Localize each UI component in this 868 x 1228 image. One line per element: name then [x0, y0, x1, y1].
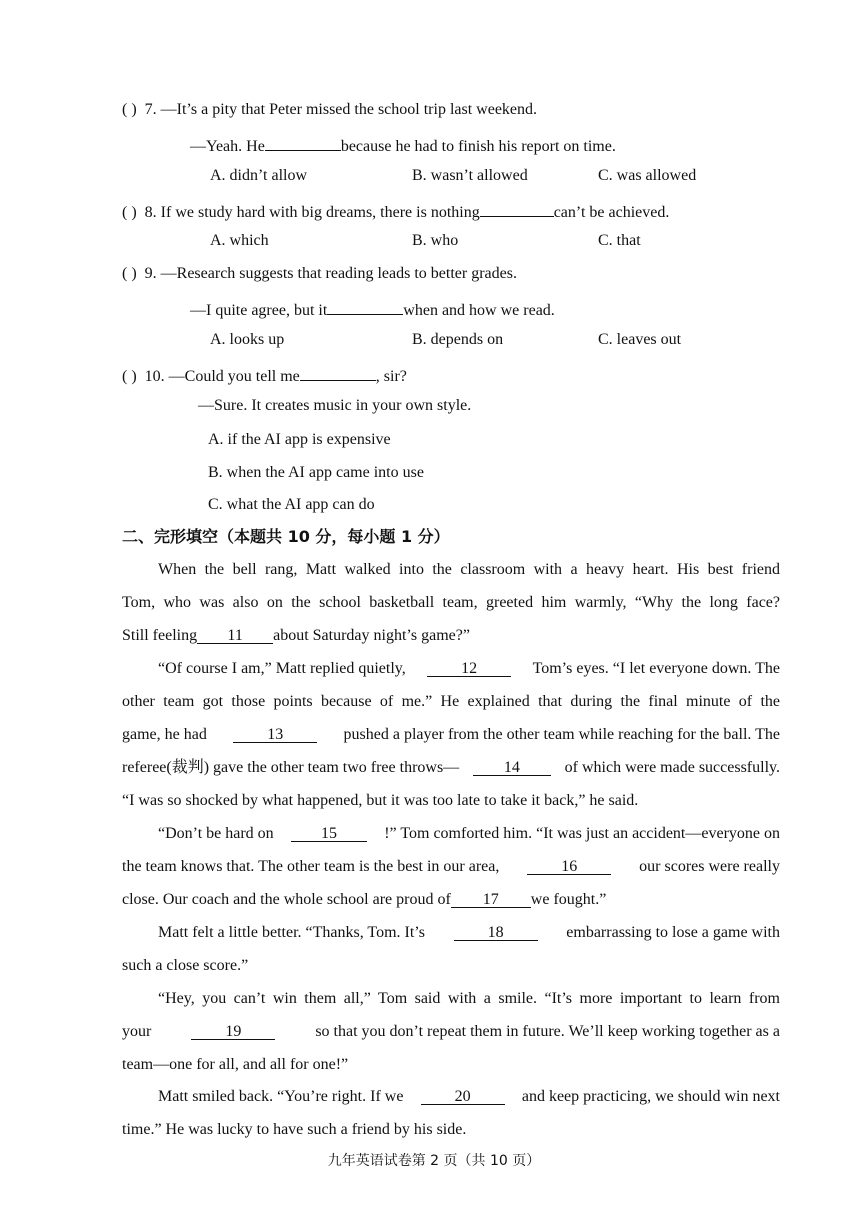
answer-blank: [480, 198, 554, 217]
cloze-blank-15: 15: [291, 823, 367, 842]
passage-line: Matt felt a little better. “Thanks, Tom. It’s 18 embarrassing to lose a game with: [158, 924, 780, 941]
passage-line: “Don’t be hard on 15 !” Tom comforted him. “It was just an accident—everyone on: [158, 825, 780, 842]
answer-paren[interactable]: ( ): [122, 265, 137, 282]
answer-blank: [265, 132, 341, 151]
option-b: B. when the AI app came into use: [208, 464, 424, 481]
passage-line: game, he had 13 pushed a player from the other team while reaching for the ball. The: [122, 726, 780, 743]
option-a: A. looks up: [210, 331, 285, 348]
section-heading: 二、完形填空（本题共 10 分，每小题 1 分）: [122, 527, 450, 546]
answer-paren[interactable]: ( ): [122, 101, 137, 118]
passage-line: the team knows that. The other team is the best in our area, 16 our scores were really: [122, 858, 780, 875]
question-7-line-1: [122, 99, 537, 121]
question-9-line-2: —I quite agree, but it when and how we read.: [190, 296, 555, 322]
option-a: A. which: [210, 232, 269, 249]
option-a: A. didn’t allow: [210, 167, 308, 184]
page-footer: 九年英语试卷第 2 页（共 10 页）: [327, 1153, 541, 1169]
cloze-blank-18: 18: [454, 922, 538, 941]
question-number: 7.: [144, 101, 157, 118]
passage-line: “Of course I am,” Matt replied quietly, 12 Tom’s eyes. “I let everyone down. The: [158, 660, 780, 677]
passage-line: Matt smiled back. “You’re right. If we 20 and keep practicing, we should win next: [158, 1088, 780, 1105]
cloze-blank-13: 13: [233, 724, 317, 743]
passage-line: close. Our coach and the whole school are proud of 17 we fought.”: [122, 891, 607, 908]
question-7-line-2: —Yeah. He because he had to finish his report on time.: [190, 132, 616, 158]
option-c: C. what the AI app can do: [208, 496, 375, 513]
option-b: B. wasn’t allowed: [412, 167, 528, 184]
passage-line: Still feeling 11 about Saturday night’s game?”: [122, 627, 470, 644]
passage-line: referee(裁判) gave the other team two free throws— 14 of which were made successfully.: [122, 759, 780, 776]
cloze-blank-17: 17: [451, 889, 531, 908]
passage-line: other team got those points because of me.” He explained that during the final minute of the: [122, 693, 780, 710]
option-c: C. leaves out: [598, 331, 682, 348]
cloze-blank-12: 12: [427, 658, 511, 677]
question-9-line-1: ( ) 9. —Research suggests that reading leads to better grades.: [122, 265, 517, 282]
answer-paren[interactable]: ( ): [122, 204, 137, 221]
question-number: 9.: [144, 265, 157, 282]
cloze-blank-11: 11: [197, 625, 273, 644]
question-stem: —It’s a pity that Peter missed the school trip last weekend.: [160, 101, 538, 118]
question-number: 10.: [144, 368, 165, 385]
passage-line: time.” He was lucky to have such a friend by his side.: [122, 1121, 467, 1138]
answer-blank: [300, 362, 376, 381]
option-c: C. was allowed: [598, 167, 697, 184]
option-a: A. if the AI app is expensive: [208, 431, 391, 448]
passage-line: such a close score.”: [122, 957, 249, 974]
question-8-line-1: ( ) 8. If we study hard with big dreams, there is nothing can’t be achieved.: [122, 198, 669, 224]
passage-line: team—one for all, and all for one!”: [122, 1056, 349, 1073]
cloze-blank-20: 20: [421, 1086, 505, 1105]
passage-line: Tom, who was also on the school basketball team, greeted him warmly, “Why the long face?: [122, 594, 780, 611]
cloze-blank-14: 14: [473, 757, 551, 776]
question-10-line-2: —Sure. It creates music in your own style.: [198, 397, 472, 414]
question-number: 8.: [144, 204, 157, 221]
option-b: B. depends on: [412, 331, 504, 348]
passage-line: When the bell rang, Matt walked into the classroom with a heavy heart. His best friend: [158, 561, 780, 578]
option-c: C. that: [598, 232, 641, 249]
option-b: B. who: [412, 232, 459, 249]
question-10-line-1: ( ) 10. —Could you tell me , sir?: [122, 362, 407, 388]
passage-line: “I was so shocked by what happened, but it was too late to take it back,” he said.: [122, 792, 639, 809]
passage-line: “Hey, you can’t win them all,” Tom said with a smile. “It’s more important to learn from: [158, 990, 780, 1007]
passage-line: your 19 so that you don’t repeat them in future. We’ll keep working together as a: [122, 1023, 780, 1040]
answer-paren[interactable]: ( ): [122, 368, 137, 385]
cloze-blank-19: 19: [191, 1021, 275, 1040]
cloze-blank-16: 16: [527, 856, 611, 875]
answer-blank: [327, 296, 403, 315]
